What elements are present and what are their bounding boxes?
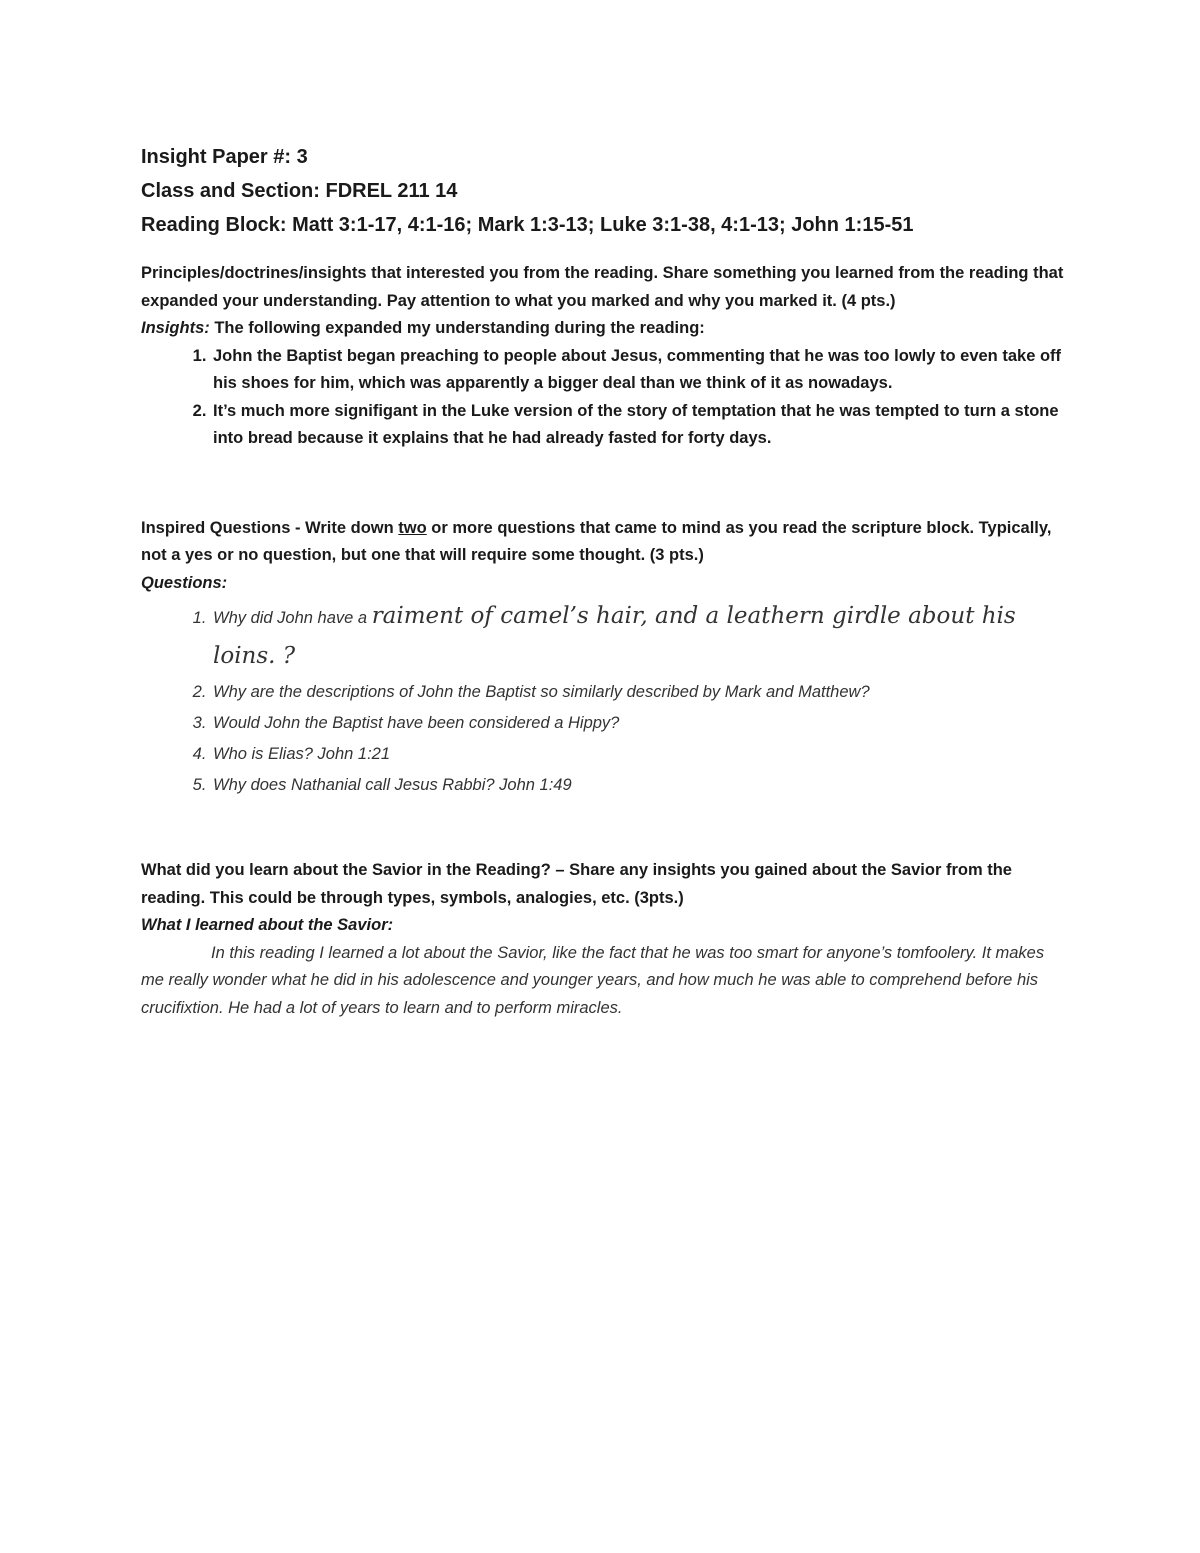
question-item: 4. Who is Elias? John 1:21: [211, 739, 1071, 770]
insights-intro-line: [141, 315, 1071, 343]
question-item: 3. Would John the Baptist have been considered a Hippy?: [211, 708, 1071, 739]
questions-prompt: [141, 515, 1071, 570]
insight-item: 2. It’s much more signifigant in the Luke version of the story of temptation that he was tempted to turn a stone into bread because it explains that he had already fasted for forty days.: [211, 398, 1071, 453]
savior-label: What I learned about the Savior:: [141, 916, 394, 934]
savior-paragraph: In this reading I learned a lot about the Savior, like the fact that he was too smart for anyone’s tomfoolery. It makes me really wonder what he did in his adolescence and younger years, and how much he was able to comprehend before his crucifixtion. He had a lot of years to learn and to perform miracles.: [141, 943, 1045, 1017]
savior-prompt: What did you learn about the Savior in the Reading? – Share any insights you gained about the Savior from the reading. This could be through types, symbols, analogies, etc. (3pts.): [141, 861, 1012, 907]
insights-intro: The following expanded my understanding during the reading:: [209, 319, 705, 337]
class-section: Class and Section: FDREL 211 14: [141, 180, 458, 202]
questions-prompt-start: Inspired Questions - Write down: [141, 518, 399, 537]
questions-section: [141, 515, 1071, 802]
reading-block: Reading Block: Matt 3:1-17, 4:1-16; Mark 1:3-13; Luke 3:1-38, 4:1-13; John 1:15-51: [141, 214, 914, 236]
questions-prompt-end: or more questions that came to mind as you read the scripture block. Typically, not a yes or no question, but one that will require some thought. (3 pts.): [141, 518, 1052, 564]
paper-number: Insight Paper #: 3: [141, 146, 308, 168]
insights-list: [141, 343, 1071, 453]
principles-prompt: Principles/doctrines/insights that interested you from the reading. Share something you learned from the reading that expanded your understanding. Pay attention to what you marked and why you marked it. (4 pts.): [141, 264, 1064, 310]
questions-prompt-underlined: two: [398, 518, 427, 537]
question-item: 5. Why does Nathanial call Jesus Rabbi? John 1:49: [211, 770, 1071, 801]
question-item: 2. Why are the descriptions of John the Baptist so similarly described by Mark and Matthew?: [211, 677, 1071, 708]
insight-item: 1. John the Baptist began preaching to people about Jesus, commenting that he was too lowly to even take off his shoes for him, which was apparently a bigger deal than we think of it as nowadays.: [211, 343, 1071, 398]
questions-list: [141, 597, 1071, 801]
document-content: [141, 140, 1071, 1022]
insights-label: Insights:: [141, 319, 210, 337]
questions-label: Questions:: [141, 573, 228, 592]
principles-section: [141, 260, 1071, 453]
savior-section: [141, 857, 1071, 1022]
question-1-quote: raiment of camel’s hair, and a leathern girdle about his loins. ?: [213, 603, 1016, 669]
question-item: [211, 597, 1071, 677]
header-block: [141, 140, 1071, 242]
question-1-start: Why did John have a: [213, 609, 372, 627]
